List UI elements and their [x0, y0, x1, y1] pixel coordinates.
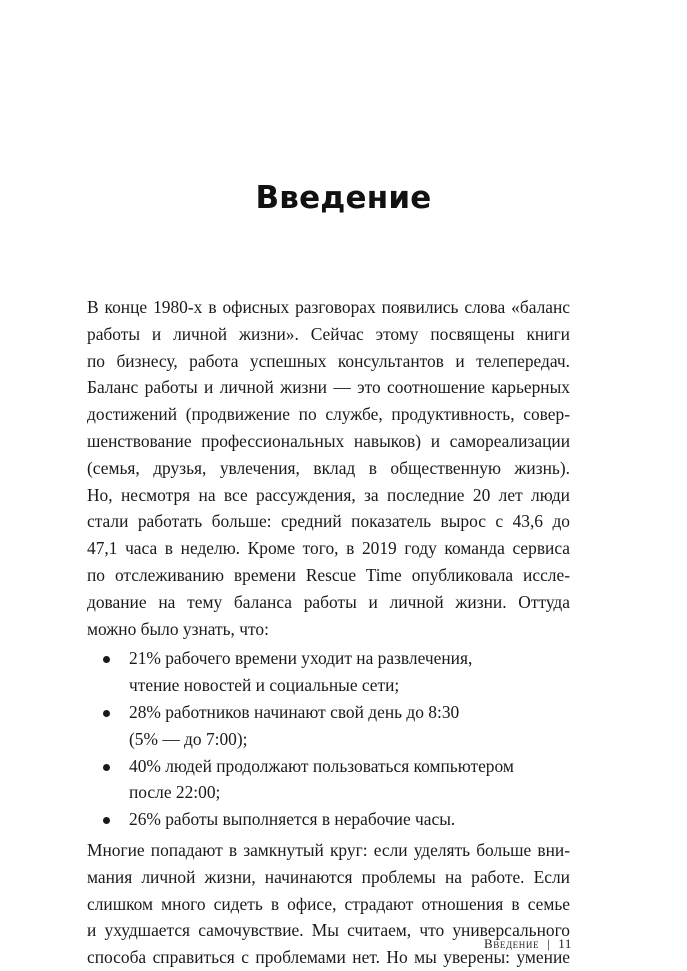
- page-number: 11: [558, 936, 572, 951]
- list-item-text: (5% — до 7:00);: [129, 728, 248, 749]
- text-line: шенствование профессиональных навыков) и самореализации: [87, 430, 570, 451]
- footer-separator: |: [547, 936, 551, 951]
- text-line: способа справиться с проблемами нет. Но мы уверены: умение: [87, 947, 570, 968]
- body-text: [87, 294, 570, 971]
- text-line: слишком много сидеть в офисе, страдают отношения в семье: [87, 893, 570, 914]
- text-line: 47,1 часа в неделю. Кроме того, в 2019 году команда сервиса: [87, 538, 570, 559]
- list-item-text: 21% рабочего времени уходит на развлечения,: [129, 648, 473, 669]
- list-item-text: 26% работы выполняется в нерабочие часы.: [129, 809, 456, 830]
- list-item-text: после 22:00;: [129, 782, 221, 803]
- footer-section-title: Введение: [483, 936, 540, 951]
- text-line: мания личной жизни, начинаются проблемы на работе. Если: [87, 866, 570, 887]
- text-line: В конце 1980-х в офисных разговорах появились слова «баланс: [87, 297, 570, 317]
- statistics-list: [87, 645, 570, 833]
- text-line: можно было узнать, что:: [87, 618, 269, 639]
- text-line: Баланс работы и личной жизни — это соотношение карьерных: [87, 377, 570, 398]
- bullet-icon: [103, 710, 110, 717]
- running-footer: [0, 936, 572, 952]
- bullet-icon: [103, 764, 110, 771]
- text-line: дование на тему баланса работы и личной жизни. Оттуда: [87, 591, 570, 612]
- text-line: Многие попадают в замкнутый круг: если уделять больше вни-: [87, 839, 570, 860]
- text-line: стали работать больше: средний показатель вырос с 43,6 до: [87, 511, 570, 532]
- bullet-icon: [103, 817, 110, 824]
- bullet-icon: [103, 656, 110, 663]
- list-item: [87, 806, 570, 833]
- list-item-text: чтение новостей и социальные сети;: [129, 675, 400, 696]
- text-line: работы и личной жизни». Сейчас этому посвящены книги: [87, 323, 570, 344]
- list-item: [87, 699, 570, 753]
- text-line: и ухудшается самочувствие. Мы считаем, что универсального: [87, 920, 570, 941]
- paragraph-intro: [87, 294, 570, 642]
- list-item-text: 28% работников начинают свой день до 8:30: [129, 701, 460, 722]
- text-line: по отслеживанию времени Rescue Time опубликовала иссле-: [87, 564, 570, 585]
- text-line: (семья, друзья, увлечения, вклад в общественную жизнь).: [87, 457, 570, 478]
- list-item: [87, 753, 570, 807]
- text-line: Но, несмотря на все рассуждения, за последние 20 лет люди: [87, 484, 570, 505]
- list-item-text: 40% людей продолжают пользоваться компьютером: [129, 755, 514, 776]
- text-line: по бизнесу, работа успешных консультантов и телепередач.: [87, 350, 570, 371]
- chapter-title: Введение: [255, 180, 432, 216]
- list-item: [87, 645, 570, 699]
- text-line: достижений (продвижение по службе, продуктивность, совер-: [87, 404, 570, 425]
